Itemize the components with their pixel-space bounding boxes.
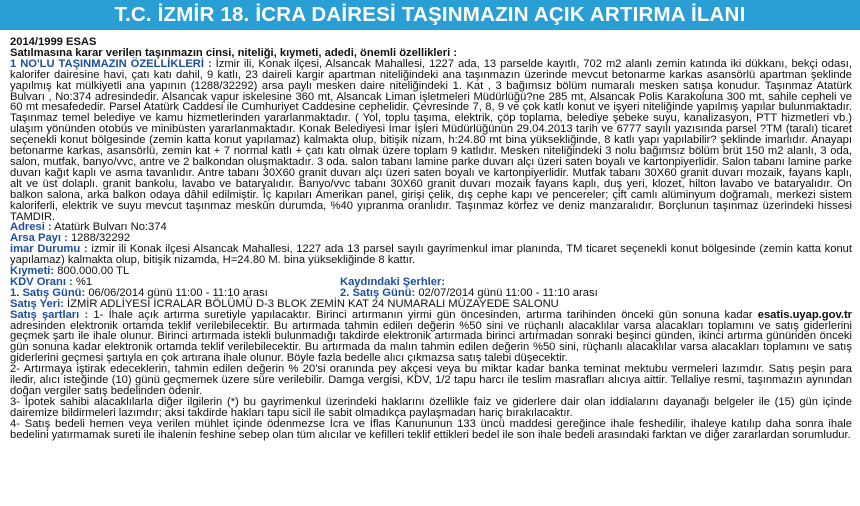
sale-terms-paragraph-4: 4- Satış bedeli hemen veya verilen mühlet içinde ödenmezse İcra ve İflas Kanununun 133 üncü maddesi gereğince ihale feshedilir, ihaleye katılıp daha sonra ihale bedelini yatırmamak sureti ile ihalenin feshine sebep olan tüm alıcılar ve kefilleri teklif ettikleri bedel ile son ihale bedeli arasındaki farktan ve diğer zararlardan sorumludur. bbox=[10, 417, 852, 441]
file-number: 2014/1999 ESAS bbox=[10, 36, 97, 48]
zoning-value: izmir ili Konak ilçesi Alsancak Mahallesi, 1227 ada 13 parsel sayılı gayrimenkul imar planında, TM ticaret seçenekli konut bölgesinde (zemin katta konut yapılamaz) kalmakta olup, bitişik nizamda, H=24.80 M. bina yüksekliğinde 8 kattır. bbox=[10, 243, 853, 267]
property-heading: 1 NO'LU TAŞINMAZIN ÖZELLİKLERİ : bbox=[10, 57, 212, 70]
sale-place-label: Satış Yeri: bbox=[10, 297, 64, 310]
sale-terms-paragraph-2: 2- Artırmaya iştirak edeceklerin, tahmin edilen değerin % 20'si oranında pey akçesi veya bu miktar kadar banka teminat mektubu vermeleri lazımdır. Satış peşin para iledir, alıcı isteğinde (10) günü geçmemek üzere süre verilebilir. Damga vergisi, KDV, 1/2 tapu harcı ile teslim masrafları alıcıya aittir. Tellaliye resmi, taşınmazın aynından doğan vergiler satış bedelinden ödenir. bbox=[10, 363, 852, 397]
sale-place-value: İZMİR ADLİYESİ İCRALAR BÖLÜMÜ D-3 BLOK ZEMİN KAT 24 NUMARALI MÜZAYEDE SALONU bbox=[67, 297, 559, 310]
land-share-value: 1288/32292 bbox=[70, 232, 131, 245]
second-sale-value: 02/07/2014 günü 11:00 - 11:10 arası bbox=[418, 286, 598, 299]
value-label: Kıymeti: bbox=[10, 265, 55, 278]
records-label: Kaydındaki Şerhler: bbox=[340, 275, 446, 288]
zoning-label: imar Durumu : bbox=[10, 243, 88, 256]
kdv-label: KDV Oranı : bbox=[10, 275, 73, 288]
address-label: Adresi : bbox=[10, 221, 52, 234]
term-1-rest: adresinden elektronik ortamda teklif verilebilecektir. Bu artırmada tahmin edilen değerin %50 sini ve rüçhanlı alacaklılar varsa alacakları toplamını ve satış giderlerini geçmek şartı ile ihale olunur. Birinci artırmada istekli bulunmadığı takdirde elektronik artırmada birinci artırmadan sonraki beşinci günden, ikinci artırma gününden önceki gün sonuna kadar elektronik ortamda teklif verilebilecektir. Bu artırmada da malın tahmin edilen değerin %50 sini, rüçhanlı alacaklılar varsa alacakları toplamını ve satış giderlerini geçmesi şartıyla en çok artırana ihale olunur. Böyle fazla bedelle alıcı çıkmazsa satış talebi düşecektir. bbox=[10, 319, 852, 365]
ad-body bbox=[10, 37, 852, 441]
property-description-paragraph bbox=[10, 59, 852, 223]
ad-title: T.C. İZMİR 18. İCRA DAİRESİ TAŞINMAZIN AÇIK ARTIRMA İLANI bbox=[114, 3, 746, 26]
zoning-paragraph bbox=[10, 244, 852, 266]
land-share-label: Arsa Payı : bbox=[10, 232, 68, 245]
sale-terms-paragraph-1 bbox=[10, 310, 852, 365]
address-line bbox=[10, 222, 852, 233]
value-amount: 800.000.00 TL bbox=[57, 265, 130, 278]
first-sale-label: 1. Satış Günü: bbox=[10, 286, 86, 299]
sale-terms-paragraph-3: 3- İpotek sahibi alacaklılarla diğer ilgilerin (*) bu gayrimenkul üzerindeki haklarını özellikle faiz ve giderlere dair olan iddialarını dayanağı belgeler ile (15) gün içinde dairemize bildirmeleri lazımdır; aksi takdirde hakları tapu sicil ile sabit olmadıkça paylaşmadan hariç bırakılacaktır. bbox=[10, 395, 852, 419]
address-value: Atatürk Bulvarı No:374 bbox=[54, 221, 167, 234]
property-description: İzmir ili, Konak ilçesi, Alsancak Mahallesi, 1227 ada, 13 parselde kayıtlı, 702 m2 alanlı zemin katında iki dükkanı, bekçi odası, kalorifer dairesine havi, çatı katı dahil, 9 katlı, 23 daireli kargir apartman niteliğindeki ana taşınmazın üzerinde mevcut betonarme karkas asansörlü apartman şeklinde yapılmış kat mülkiyetli ana yapının (1288/32292) arsa paylı mesken daire niteliğindeki 1. Kat , 3 bağımsız bölüm numaralı mesken satışa konudur. Taşınmaz Atatürk Bulvarı , No:374 adresindedir. Alsancak vapur iskelesine 360 mt, Alsancak Liman işletmeleri Müdürlüğü?ne 285 mt, Alsancak Polis Karakoluna 300 mt, sahile cepheli ve 60 mt mesafededir. Parsel Atatürk Caddesi ile Cumhuriyet Caddesine cephelidir. Çevresinde 7, 8, 9 ve çok katlı konut ve işyeri niteliğinde yapılmış yapılar bulunmaktadır. Taşınmaz temel belediye ve kamu hizmetlerinden yararlanmaktadır. ( Yol, toplu taşıma, elektrik, çöp toplama, belediye şebeke suyu, kanalizasyon, PTT hizmetleri vb.) ulaşım yönünden otobüs ve minibüsten yararlanmaktadır. Konak Belediyesi İmar İşleri Müdürlüğünün 29.04.2013 tarih ve 6777 sayılı yazısında parsel ?TM (taralı) ticaret seçenekli konut bölgesinde (zemin katta konut yapılamaz) kalmakta olup, bitişik nizam, h:24.80 mt bina yüksekliğinde, 8 katlı yapı yapılabilir? şeklinde imarlıdır. Anayapı betonarme karkas, asansörlü, zemin kat + 7 normal katlı + çatı katı olmak üzere toplam 9 katlıdır. Mesken niteliğindeki 3 nolu bağımsız bölüm brüt 150 m2 alanlı, 3 oda, salon, mutfak, banyo/vvc, antre ve 2 balkondan oluşmaktadır. 3 oda. salon tabanı lamine parke duvarı alçı üzeri saten boyalı ve kartonpiyerlidir. Salon tabanı lamine parke duvarı kağıt kaplı ve asma tavanlıdır. Antre tabanı 30X60 granit duvarı alçı üzeri saten boyalı ve kartonpiyerlidir. Mutfak tabanı 30X60 granit duvarı mozaik, fayans kaplı, alt ve üst dolaplı. granit bankolu, lavabo ve bataryalıdır. Banyo/vvc tabanı 30X60 granit duvarı mozaik fayans kaplı, duş yeri, klozet, hilton lavabo ve bataryalıdır. On balkon salona, arka balkon odaya dâhil edilmiştir. İç kapıları Amerikan panel, girişi çelik, dış cephe kapı ve pencereler; çift camlı alüminyum doğramalı, merkezi sistem kaloriferli, elektrik ve suyu mevcut taşınmaz meskûn durumda, %40 yıpranma oranlıdır. Taşınmaz körfez ve deniz manzaralıdır. Borçlunun taşınmaz üzerindeki hissesi TAMDIR. bbox=[10, 57, 853, 223]
sale-terms-label: Satış şartları : bbox=[10, 308, 89, 321]
ad-title-banner bbox=[0, 0, 860, 30]
term-1-start: 1- İhale açık artırma suretiyle yapılacaktır. Birinci artırmanın yirmi gün öncesinden, artırma tarihinden önceki gün sonuna kadar bbox=[93, 308, 753, 321]
first-sale-value: 06/06/2014 günü 11:00 - 11:10 arası bbox=[88, 286, 268, 299]
auction-website: esatis.uyap.gov.tr bbox=[757, 308, 853, 321]
intro-heading: Satılmasına karar verilen taşınmazın cinsi, niteliği, kıymeti, adedi, önemli özellikleri : bbox=[10, 46, 458, 59]
kdv-value: %1 bbox=[75, 275, 93, 288]
second-sale-label: 2. Satış Günü: bbox=[340, 286, 416, 299]
